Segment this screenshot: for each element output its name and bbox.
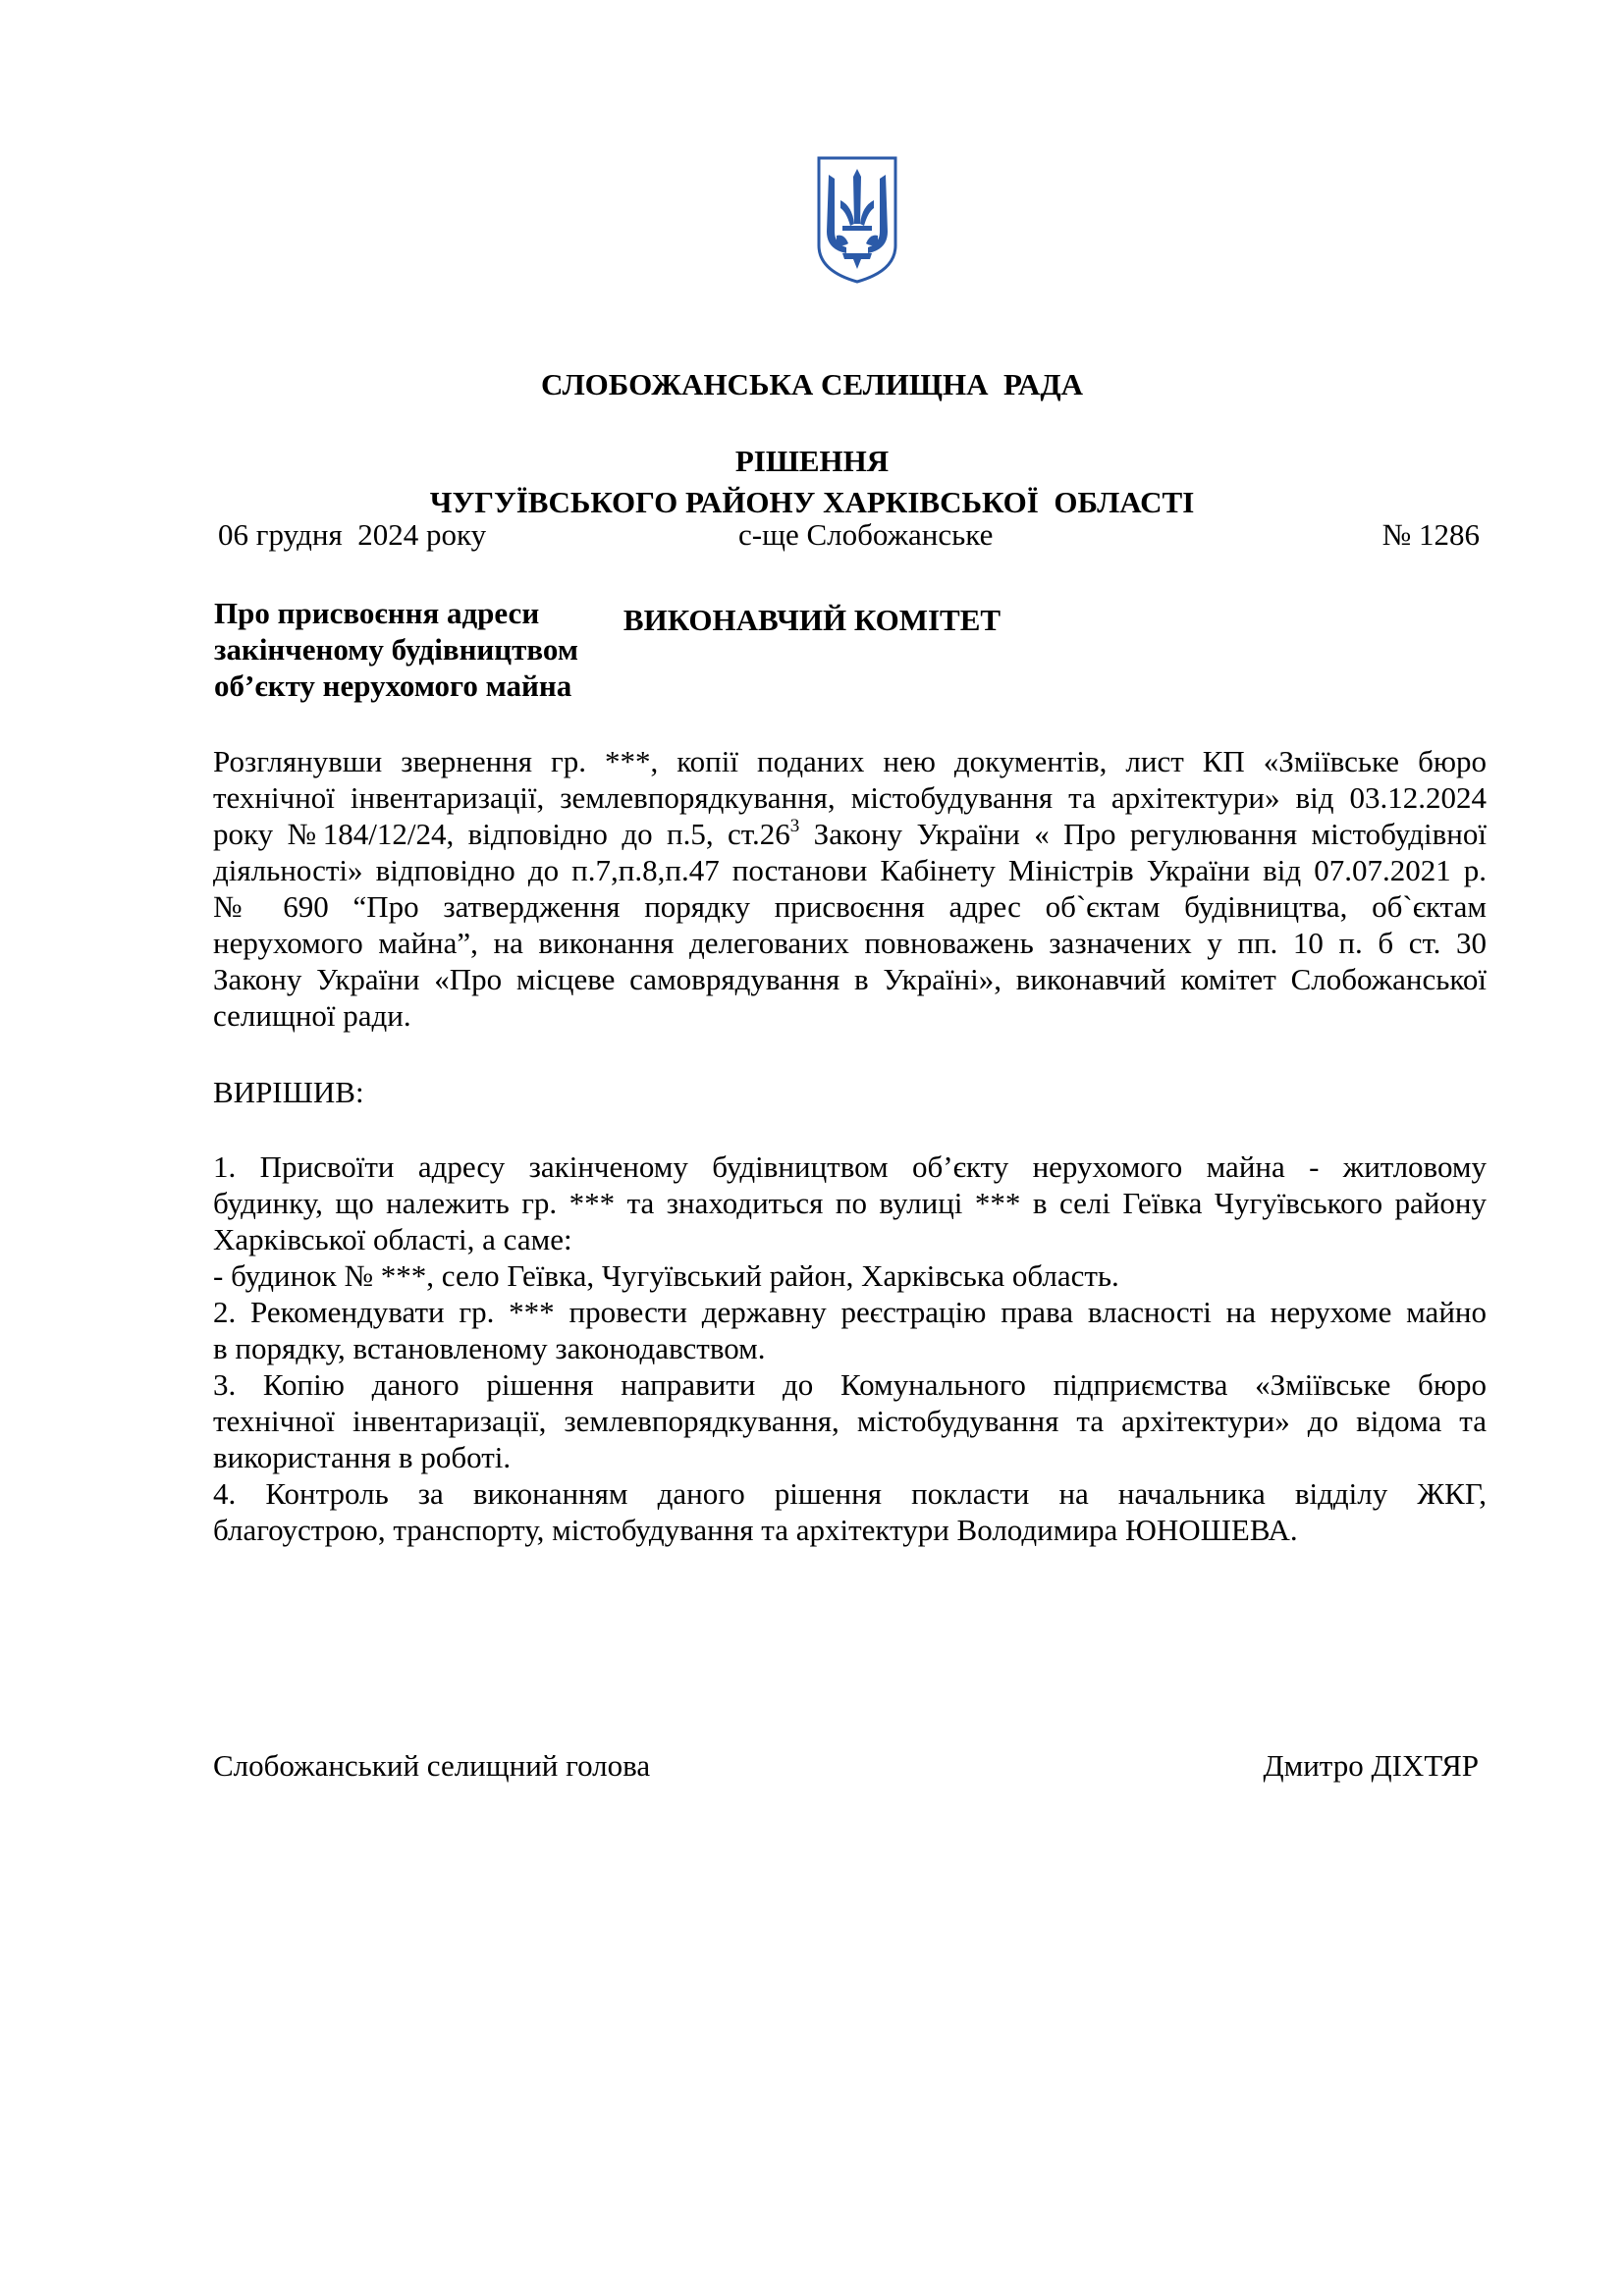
subject-line: закінченому будівництвом: [214, 632, 578, 667]
decided-heading: ВИРІШИВ:: [213, 1075, 364, 1109]
item-line: в порядку, встановленому законодавством.: [213, 1331, 766, 1365]
coat-of-arms-icon: [813, 155, 901, 285]
preamble-line: діяльності» відповідно до п.7,п.8,п.47 постанови Кабінету Міністрів України від 07.07.2021 р.: [213, 853, 1487, 887]
preamble-text: Закону України « Про регулювання містобудівної: [799, 817, 1487, 851]
subject-line: об’єкту нерухомого майна: [214, 668, 572, 703]
authority-district: ЧУГУЇВСЬКОГО РАЙОНУ ХАРКІВСЬКОЇ ОБЛАСТІ: [429, 485, 1195, 519]
preamble-text: року №184/12/24, відповідно до п.5, ст.26: [213, 817, 790, 851]
signatory-name: Дмитро ДІХТЯР: [1263, 1748, 1479, 1783]
preamble-paragraph: [213, 743, 1487, 1034]
superscript: 3: [789, 815, 800, 836]
item-line: - будинок № ***, село Геївка, Чугуївський район, Харківська область.: [213, 1258, 1119, 1293]
subject-line: Про присвоєння адреси: [214, 596, 540, 630]
item-line: технічної інвентаризації, землевпорядкування, містобудування та архітектури» до відома та: [213, 1404, 1487, 1438]
preamble-line: Розглянувши звернення гр. ***, копії поданих нею документів, лист КП «Зміївське бюро: [213, 744, 1487, 778]
decision-number: № 1286: [1381, 517, 1480, 552]
decision-place: с-ще Слобожанське: [738, 517, 994, 552]
preamble-line: Закону України «Про місцеве самоврядування в Україні», виконавчий комітет Слобожанської: [213, 962, 1487, 996]
item-line: 3. Копію даного рішення направити до Комунального підприємства «Зміївське бюро: [213, 1367, 1487, 1402]
item-line: 2. Рекомендувати гр. *** провести державну реєстрацію права власності на нерухоме майно: [213, 1295, 1487, 1329]
signatory-position: Слобожанський селищний голова: [213, 1748, 651, 1783]
item-line: Харківської області, а саме:: [213, 1222, 572, 1256]
authority-council: СЛОБОЖАНСЬКА СЕЛИЩНА РАДА: [540, 367, 1084, 401]
document-title: РІШЕННЯ: [734, 444, 890, 478]
decision-items: [213, 1148, 1487, 1548]
preamble-line: селищної ради.: [213, 998, 411, 1033]
decision-date: 06 грудня 2024 року: [218, 517, 487, 552]
preamble-line: № 690 “Про затвердження порядку присвоєння адрес об`єктам будівництва, об`єктам: [213, 889, 1487, 924]
item-line: будинку, що належить гр. *** та знаходиться по вулиці *** в селі Геївка Чугуївського району: [213, 1186, 1487, 1220]
item-line: використання в роботі.: [213, 1440, 512, 1474]
item-line: 4. Контроль за виконанням даного рішення покласти на начальника відділу ЖКГ,: [213, 1476, 1487, 1511]
preamble-line: нерухомого майна”, на виконання делегованих повноважень зазначених у пп. 10 п. б ст. 30: [213, 926, 1487, 960]
preamble-line: технічної інвентаризації, землевпорядкування, містобудування та архітектури» від 03.12.2024: [213, 780, 1487, 815]
decision-subject: [214, 595, 578, 704]
authority-committee: ВИКОНАВЧИЙ КОМІТЕТ: [623, 603, 1001, 637]
item-line: 1. Присвоїти адресу закінченому будівництвом об’єкту нерухомого майна - житловому: [213, 1149, 1487, 1184]
item-line: благоустрою, транспорту, містобудування та архітектури Володимира ЮНОШЕВА.: [213, 1513, 1298, 1547]
preamble-line: [213, 816, 1487, 852]
